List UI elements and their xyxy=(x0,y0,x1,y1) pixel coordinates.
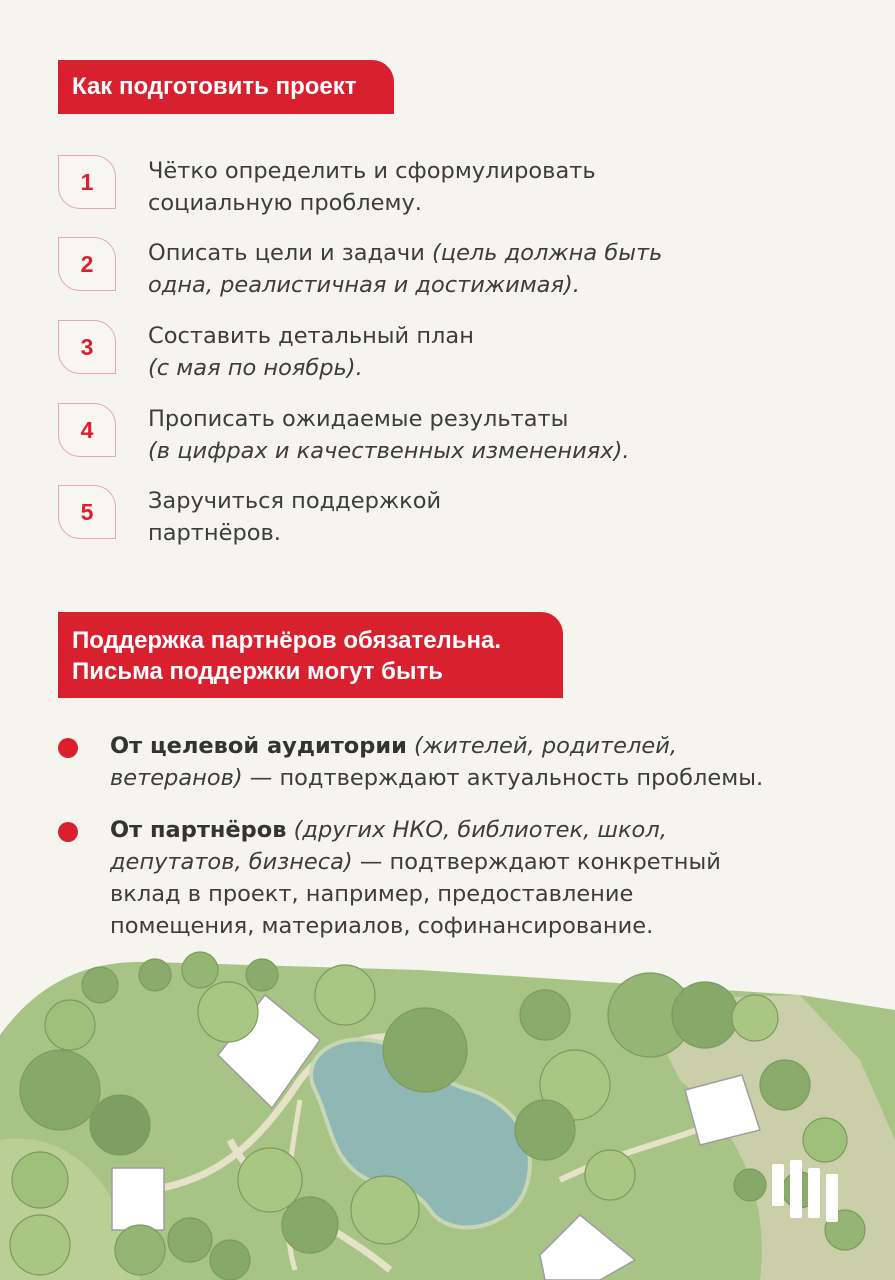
list-item-text xyxy=(110,814,721,942)
step-note: (в цифрах и качественных изменениях). xyxy=(148,438,630,464)
title-line: Письма поддержки могут быть xyxy=(72,658,443,685)
step-line: Описать цели и задачи xyxy=(148,240,432,266)
title-line: Поддержка партнёров обязательна. xyxy=(72,627,502,654)
list-item-text xyxy=(110,730,763,794)
section-title-support xyxy=(58,612,563,698)
bullet-dot-icon xyxy=(58,822,78,842)
step-text xyxy=(148,485,441,549)
step-line: Заручиться поддержкой xyxy=(148,488,442,514)
step-note: (с мая по ноябрь). xyxy=(148,355,363,381)
step-number: 3 xyxy=(58,320,116,374)
item-text: — подтверждают актуальность проблемы. xyxy=(242,765,764,791)
item-note: ветеранов) xyxy=(110,765,243,791)
item-note: (жителей, родителей, xyxy=(406,733,678,759)
step-line: Чётко определить и сформулировать xyxy=(148,158,596,184)
step-line: социальную проблему. xyxy=(148,190,422,216)
step-note: (цель должна быть xyxy=(431,240,663,266)
bullet-dot-icon xyxy=(58,738,78,758)
item-text: помещения, материалов, софинансирование. xyxy=(110,913,654,939)
brand-logo xyxy=(772,1160,838,1222)
step-text xyxy=(148,155,596,219)
step-line: партнёров. xyxy=(148,520,281,546)
step-note: одна, реалистичная и достижимая). xyxy=(148,272,580,298)
step-number: 4 xyxy=(58,403,116,457)
step-text xyxy=(148,320,474,384)
item-note: (других НКО, библиотек, школ, xyxy=(286,817,667,843)
item-text: вклад в проект, например, предоставление xyxy=(110,881,634,907)
section-title-prepare: Как подготовить проект xyxy=(58,60,394,114)
step-number: 5 xyxy=(58,485,116,539)
item-note: депутатов, бизнеса) xyxy=(110,849,353,875)
step-line: Составить детальный план xyxy=(148,323,474,349)
step-number: 2 xyxy=(58,237,116,291)
step-text xyxy=(148,403,630,467)
step-line: Прописать ожидаемые результаты xyxy=(148,406,569,432)
item-text: — подтверждают конкретный xyxy=(352,849,721,875)
item-heading: От целевой аудитории xyxy=(110,733,407,759)
step-number: 1 xyxy=(58,155,116,209)
item-heading: От партнёров xyxy=(110,817,287,843)
step-text xyxy=(148,237,662,301)
park-map-illustration xyxy=(0,940,895,1280)
